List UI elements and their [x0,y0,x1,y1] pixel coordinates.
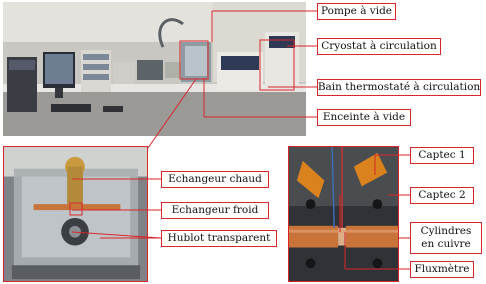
hot-exchanger-label: Echangeur chaud [161,171,269,188]
vacuum-chamber-label: Enceinte à vide [317,109,411,126]
sensor-1-label: Captec 1 [410,147,474,164]
lab-bench-photo [3,2,306,136]
window-label: Hublot transparent [161,230,277,247]
copper-cylinders-label: Cylindres en cuivre [410,222,482,254]
sensor-2-label: Captec 2 [410,187,474,204]
circulation-bath-label: Bain thermostaté à circulation [317,79,481,96]
vacuum-pump-label: Pompe à vide [317,3,396,20]
chamber-closeup-photo [3,146,148,282]
circulation-cryostat-label: Cryostat à circulation [317,38,441,55]
cold-exchanger-label: Echangeur froid [161,202,269,219]
fluxmeter-label: Fluxmètre [410,261,474,278]
sensor-closeup-photo [288,146,399,282]
